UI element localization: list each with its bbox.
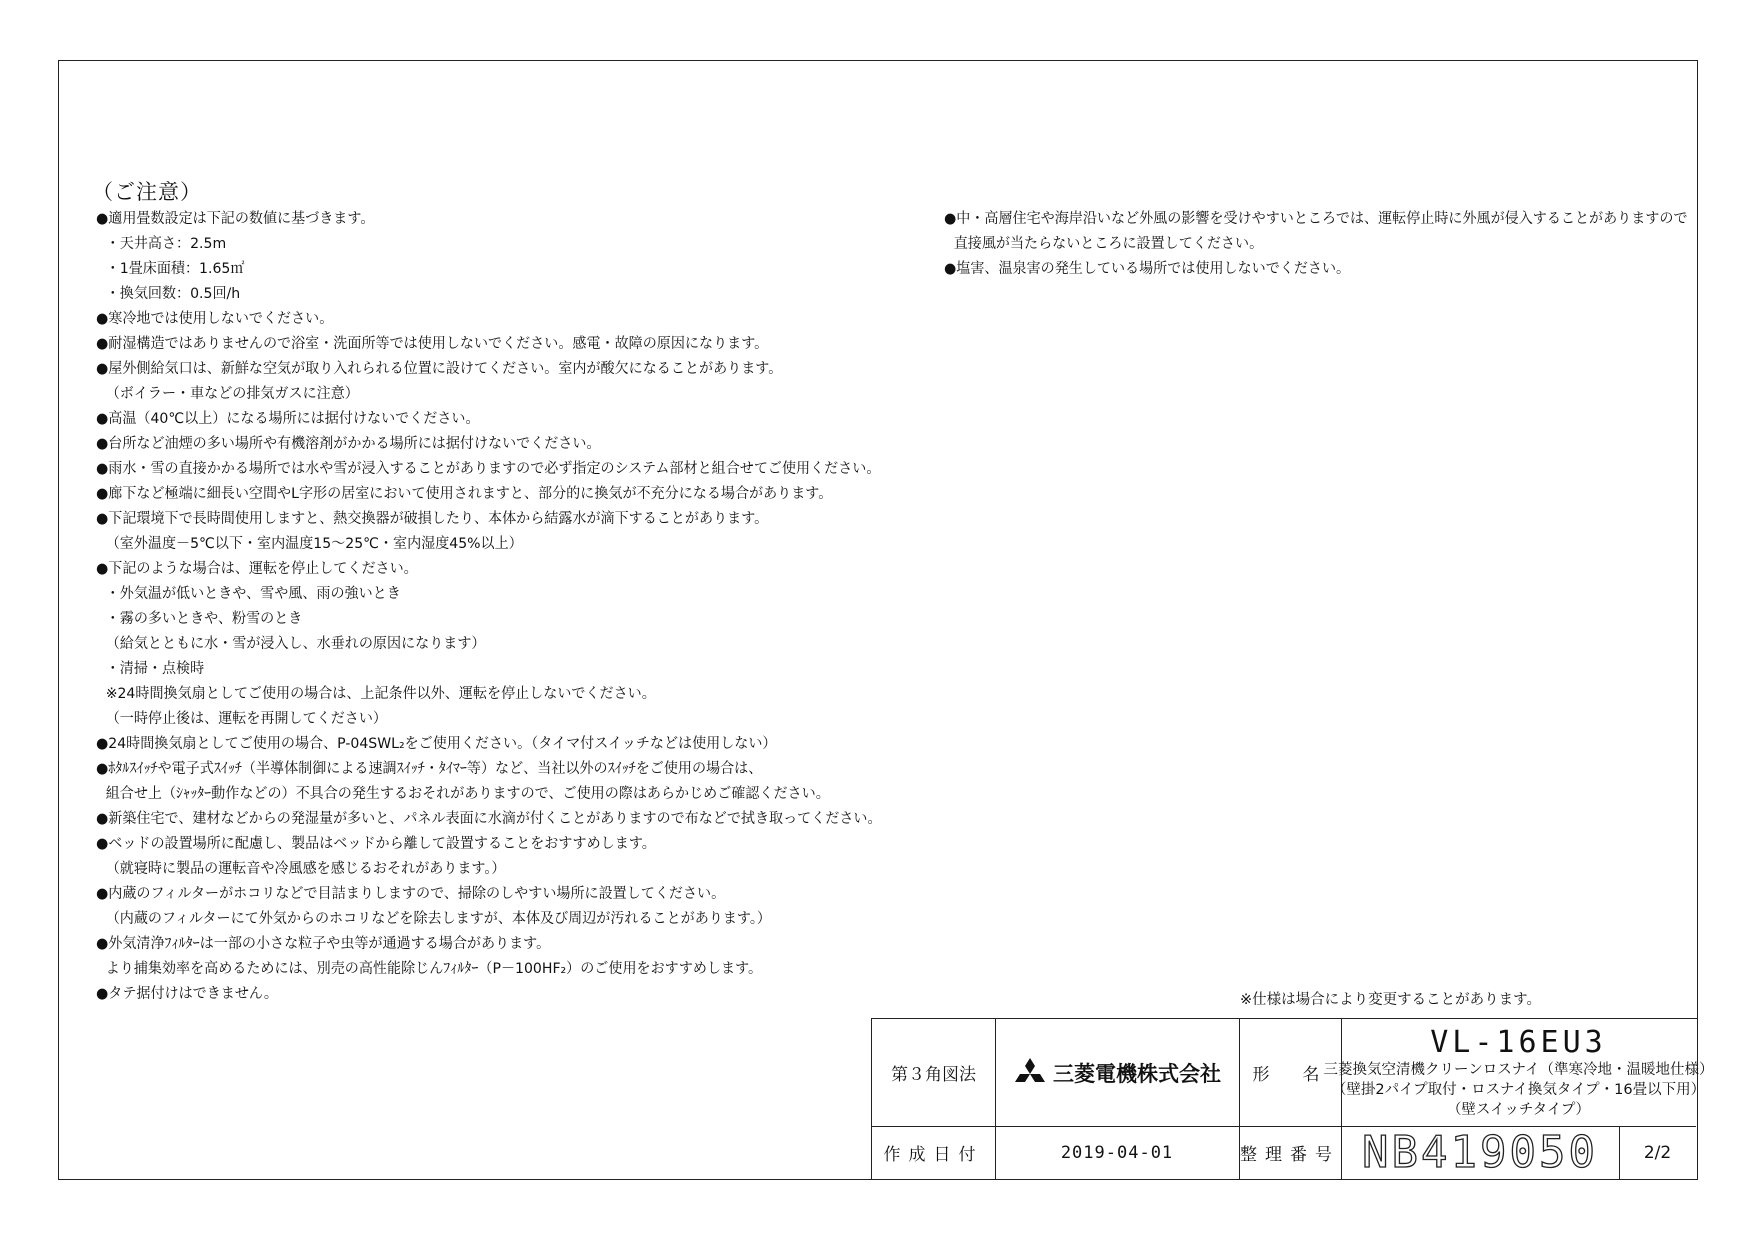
projection-method [872,1019,995,1126]
note-line: ●寒冷地では使用しないでください。 [96,311,334,327]
note-line: ●新築住宅で、建材などからの発湿量が多いと、パネル表面に水滴が付くことがありますので布などで拭き取ってください。 [96,811,882,827]
doc-number-label-cell [1239,1126,1341,1179]
creation-date: 2019-04-01 [1060,1142,1174,1163]
page-number: 2/2 [1643,1142,1672,1163]
note-line: ●ﾎﾀﾙｽｲｯﾁや電子式ｽｲｯﾁ（半導体制御による速調ｽｲｯﾁ・ﾀｲﾏｰ等）など、当社以外のｽｲｯﾁをご使用の場合は、 [96,761,763,777]
title-block [871,1018,1714,1180]
note-line: ●内蔵のフィルターがホコリなどで目詰まりしますので、掃除のしやすい場所に設置してください。 [96,886,726,902]
note-line: ●適用畳数設定は下記の数値に基づきます。 [96,211,375,227]
notes-left-column [96,207,882,1007]
note-line: （就寝時に製品の運転音や冷風感を感じるおそれがあります。） [105,861,506,877]
note-line: ・天井高さ：2.5m [105,236,227,252]
note-line: ●下記のような場合は、運転を停止してください。 [96,561,418,577]
model-number: VL-16EU3 [1430,1025,1607,1060]
notes-heading: （ご注意） [92,180,202,204]
note-line: 組合せ上（ｼｬｯﾀｰ動作などの）不具合の発生するおそれがありますので、ご使用の際はあらかじめご確認ください。 [105,786,830,802]
note-line: ・1畳床面積：1.65㎡ [105,261,245,277]
note-line: ●台所など油煙の多い場所や有機溶剤がかかる場所には据付けないでください。 [96,436,601,452]
note-line: ・外気温が低いときや、雪や風、雨の強いとき [105,586,401,602]
note-line: ●廊下など極端に細長い空間やL字形の居室において使用されますと、部分的に換気が不充分になる場合があります。 [96,486,833,502]
note-line: ・霧の多いときや、粉雪のとき [105,611,303,627]
note-line: ●雨水・雪の直接かかる場所では水や雪が浸入することがありますので必ず指定のシステム部材と組合せてご使用ください。 [96,461,881,477]
note-line: （ボイラー・車などの排気ガスに注意） [105,386,359,402]
note-line: ●中・高層住宅や海岸沿いなど外風の影響を受けやすいところでは、運転停止時に外風が侵入することがありますので [944,211,1688,227]
note-line: （一時停止後は、運転を再開してください） [105,711,387,727]
company-logo-cell [995,1019,1239,1126]
note-line: ※24時間換気扇としてご使用の場合は、上記条件以外、運転を停止しないでください。 [105,686,656,702]
note-line: ●耐湿構造ではありませんので浴室・洗面所等では使用しないでください。感電・故障の原因になります。 [96,336,769,352]
note-line: ●高温（40℃以上）になる場所には据付けないでください。 [96,411,480,427]
note-line: ●塩害、温泉害の発生している場所では使用しないでください。 [944,261,1351,277]
notes-right-column [944,207,1688,282]
three-diamonds-icon [1013,1058,1047,1088]
model-cell [1323,1019,1714,1126]
company-logo [1013,1058,1221,1088]
note-line: ●屋外側給気口は、新鮮な空気が取り入れられる位置に設けてください。室内が酸欠になることがあります。 [96,361,783,377]
date-cell [995,1126,1239,1179]
company-name: 三菱電機株式会社 [1053,1061,1221,1086]
date-label-cell [872,1126,995,1179]
product-description-line: （壁掛2パイプ取付・ロスナイ換気タイプ・16畳以下用） [1331,1082,1706,1098]
doc-number-label: 整理番号 [1240,1145,1340,1165]
page-number-cell [1619,1126,1696,1179]
note-line: ●24時間換気扇としてご使用の場合、P-04SWL₂をご使用ください。（タイマ付スイッチなどは使用しない） [96,736,777,752]
note-line: より捕集効率を高めるためには、別売の高性能除じんﾌｨﾙﾀｰ（P－100HF₂）のご使用をおすすめします。 [105,961,763,977]
note-line: ●外気清浄ﾌｨﾙﾀｰは一部の小さな粒子や虫等が通過する場合があります。 [96,936,551,952]
note-line: ・換気回数：0.5回/h [105,286,241,302]
note-line: （室外温度－5℃以下・室内温度15～25℃・室内湿度45%以上） [105,536,523,552]
note-line: ●ベッドの設置場所に配慮し、製品はベッドから離して設置することをおすすめします。 [96,836,656,852]
note-line: 直接風が当たらないところに設置してください。 [953,236,1264,252]
note-line: ●タテ据付けはできません。 [96,986,278,1002]
note-line: （内蔵のフィルターにて外気からのホコリなどを除去しますが、本体及び周辺が汚れることがあります。） [105,911,771,927]
doc-number-cell [1341,1126,1619,1179]
product-description-line: （壁スイッチタイプ） [1446,1102,1591,1118]
note-line: （給気とともに水・雪が浸入し、水垂れの原因になります） [105,636,486,652]
product-description-line: 三菱換気空清機クリーンロスナイ（準寒冷地・温暖地仕様） [1323,1062,1714,1078]
note-line: ●下記環境下で長時間使用しますと、熱交換器が破損したり、本体から結露水が滴下することがあります。 [96,511,769,527]
spec-change-note: ※仕様は場合により変更することがあります。 [1240,992,1541,1008]
projection-label: 第３角図法 [891,1065,976,1085]
date-label: 作成日付 [883,1145,984,1165]
model-name-label: 形 名 [1252,1065,1328,1085]
doc-number: NB419050 [1362,1127,1598,1178]
note-line: ・清掃・点検時 [105,661,205,677]
